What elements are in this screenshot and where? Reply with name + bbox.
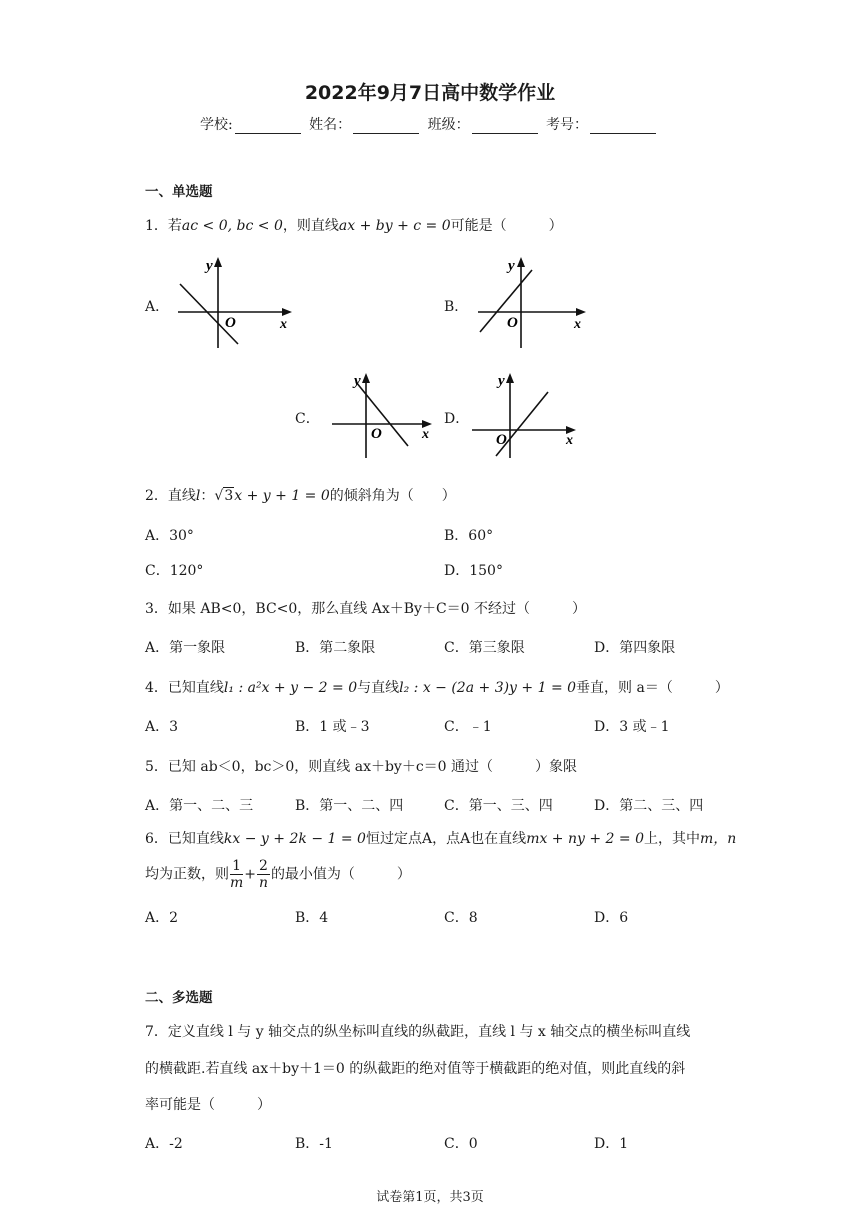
q6-text-pre: 6．已知直线	[145, 831, 224, 847]
line-l	[180, 284, 238, 344]
q6-plus: +	[244, 866, 257, 883]
class-label: 班级：	[427, 117, 470, 133]
x-label: x	[566, 433, 573, 448]
q6-frac1-num: 1	[230, 858, 243, 875]
q6-fraction-1	[230, 858, 243, 891]
origin-label: O	[225, 315, 236, 331]
question-6-line1	[145, 828, 736, 848]
q4-option-d[interactable]: D．3 或﹣1	[594, 719, 670, 735]
q4-option-a[interactable]: A．3	[145, 719, 179, 735]
y-arrow	[214, 257, 222, 267]
q7-option-a[interactable]: A．-2	[145, 1136, 183, 1152]
question-5: 5．已知 ab＜0，bc＞0，则直线 ax＋by＋c＝0 通过（ ）象限	[145, 759, 578, 775]
q7-option-d[interactable]: D．1	[594, 1136, 629, 1152]
q2-text-post: 的倾斜角为（ ）	[329, 488, 456, 504]
x-arrow	[576, 308, 586, 316]
q4-text-mid: 与直线	[357, 680, 400, 696]
q6-option-d[interactable]: D．6	[594, 910, 629, 926]
q1-graph-c	[328, 368, 440, 463]
question-7-line1: 7．定义直线 l 与 y 轴交点的纵坐标叫直线的纵截距，直线 l 与 x 轴交点的横坐标叫直线	[145, 1024, 691, 1040]
q6-frac1-den: m	[230, 875, 244, 891]
y-label: y	[354, 373, 361, 389]
line-l	[356, 382, 408, 446]
q6-line2-pre: 均为正数，则	[145, 866, 229, 883]
q1-text-mid: ，则直线	[282, 218, 339, 234]
school-field[interactable]	[235, 119, 301, 134]
q2-sqrt: 3	[224, 488, 234, 504]
q1-graph-a	[172, 252, 297, 352]
q5-option-c[interactable]: C．第一、三、四	[444, 798, 553, 814]
q6-line2-post: 的最小值为（ ）	[270, 866, 411, 883]
line-l	[480, 270, 532, 332]
q4-line2: l₂ : x − (2a + 3)y + 1 = 0	[399, 680, 577, 696]
q1-equation: ax + by + c = 0	[338, 218, 451, 234]
q1-graph-d	[468, 368, 583, 463]
q1-option-d-label[interactable]: D．	[444, 411, 470, 427]
q7-option-b[interactable]: B．-1	[295, 1136, 333, 1152]
q6-fraction-2	[257, 858, 270, 891]
q6-text-mid1: 恒过定点A，点A也在直线	[365, 831, 527, 847]
q2-text-pre: 直线	[167, 488, 196, 504]
q1-text-post: 可能是（ ）	[450, 218, 563, 234]
y-arrow	[517, 257, 525, 267]
q2-option-d[interactable]: D．150°	[444, 563, 503, 579]
q6-option-c[interactable]: C．8	[444, 910, 478, 926]
q7-option-c[interactable]: C．0	[444, 1136, 478, 1152]
question-1	[145, 215, 563, 235]
name-field[interactable]	[353, 119, 419, 134]
q6-vars: m，n	[700, 831, 737, 847]
class-field[interactable]	[472, 119, 538, 134]
y-arrow	[362, 373, 370, 383]
origin-label: O	[507, 315, 518, 331]
q4-text-post: 垂直，则 a＝（ ）	[576, 680, 729, 696]
q2-number: 2．	[145, 488, 168, 504]
q3-option-d[interactable]: D．第四象限	[594, 640, 676, 656]
q5-option-b[interactable]: B．第一、二、四	[295, 798, 404, 814]
number-field[interactable]	[590, 119, 656, 134]
q1-graph-b	[472, 252, 597, 352]
q3-option-c[interactable]: C．第三象限	[444, 640, 525, 656]
y-label: y	[508, 258, 515, 274]
q4-option-c[interactable]: C．﹣1	[444, 719, 492, 735]
q3-option-a[interactable]: A．第一象限	[145, 640, 226, 656]
q2-option-a[interactable]: A．30°	[145, 528, 194, 544]
q6-frac2-den: n	[258, 875, 268, 891]
q6-frac2-num: 2	[259, 858, 268, 874]
x-label: x	[422, 427, 429, 442]
question-7-line2: 的横截距.若直线 ax＋by＋1＝0 的纵截距的绝对值等于横截距的绝对值，则此直线的斜	[145, 1061, 686, 1077]
y-arrow	[506, 373, 514, 383]
question-7-line3: 率可能是（ ）	[145, 1097, 271, 1113]
y-label: y	[206, 258, 213, 274]
q2-colon: ：	[200, 488, 215, 504]
page-footer: 试卷第1页，共3页	[376, 1190, 484, 1205]
number-label: 考号：	[546, 117, 589, 133]
x-label: x	[280, 317, 287, 332]
q3-option-b[interactable]: B．第二象限	[295, 640, 376, 656]
name-label: 姓名：	[309, 117, 352, 133]
q1-text-pre: 若	[167, 218, 182, 234]
q6-option-b[interactable]: B．4	[295, 910, 329, 926]
q4-option-b[interactable]: B．1 或﹣3	[295, 719, 370, 735]
q4-text-pre: 4．已知直线	[145, 680, 224, 696]
q6-option-a[interactable]: A．2	[145, 910, 179, 926]
q1-number: 1．	[145, 218, 168, 234]
q5-option-a[interactable]: A．第一、二、三	[145, 798, 254, 814]
q6-eq2: mx + ny + 2 = 0	[526, 831, 644, 847]
q1-condition: ac < 0, bc < 0	[181, 218, 283, 234]
q1-option-a-label[interactable]: A．	[145, 299, 170, 315]
question-4	[145, 677, 729, 697]
school-label: 学校:	[199, 117, 233, 133]
q2-line-name: l	[195, 488, 201, 504]
y-label: y	[498, 373, 505, 389]
student-info-line	[0, 114, 860, 134]
question-6-line2	[145, 858, 411, 891]
section-title-multiple-choice: 二、多选题	[145, 990, 213, 1006]
origin-label: O	[371, 426, 382, 442]
q4-line1: l₁ : a²x + y − 2 = 0	[223, 680, 358, 696]
q6-eq1: kx − y + 2k − 1 = 0	[223, 831, 366, 847]
q5-option-d[interactable]: D．第二、三、四	[594, 798, 704, 814]
q1-option-c-label[interactable]: C．	[295, 411, 320, 427]
question-2: 2．直线l：√3x + y + 1 = 0的倾斜角为（ ）	[145, 488, 456, 504]
page-title: 2022年9月7日高中数学作业	[304, 82, 556, 104]
section-title-single-choice: 一、单选题	[145, 184, 213, 200]
origin-label: O	[496, 432, 507, 448]
q1-option-b-label[interactable]: B．	[444, 299, 469, 315]
q6-text-mid2: 上，其中	[644, 831, 700, 847]
x-label: x	[574, 317, 581, 332]
question-3: 3．如果 AB<0，BC<0，那么直线 Ax＋By＋C＝0 不经过（ ）	[145, 601, 587, 617]
x-arrow	[282, 308, 292, 316]
q2-equation: x + y + 1 = 0	[234, 488, 330, 504]
q2-option-c[interactable]: C．120°	[145, 563, 204, 579]
q2-option-b[interactable]: B．60°	[444, 528, 494, 544]
